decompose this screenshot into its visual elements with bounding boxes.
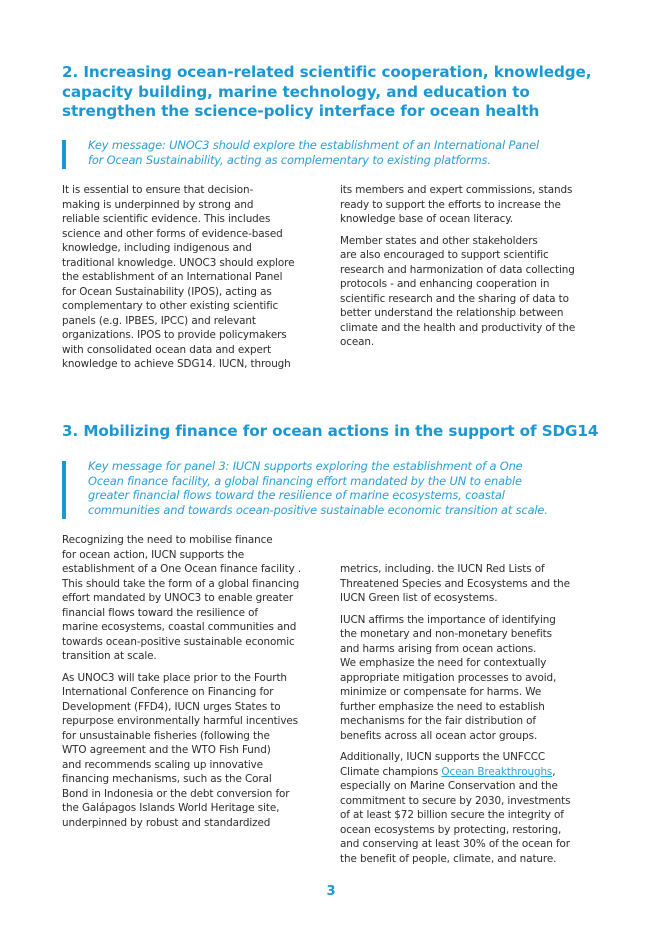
- text-line: with consolidated ocean data and expert: [62, 343, 271, 356]
- quote-bar: [62, 140, 66, 169]
- text-line: for Ocean Sustainability (IPOS), acting as: [62, 285, 272, 298]
- text-line: As UNOC3 will take place prior to the Fourth: [62, 671, 287, 684]
- text-line: protocols - and enhancing cooperation in: [340, 278, 550, 290]
- text-line: the monetary and non-monetary benefits: [340, 628, 552, 640]
- text-line: reliable scientific evidence. This includes: [62, 213, 271, 225]
- text-line: complementary to other existing scientific: [62, 300, 279, 312]
- text-line: knowledge, including indigenous and: [62, 242, 252, 254]
- text-line: 3. Mobilizing finance for ocean actions in the support of SDG14: [62, 422, 599, 440]
- text-segment: ,: [552, 765, 556, 778]
- text-line: traditional knowledge. UNOC3 should explore: [62, 256, 295, 269]
- text-line: its members and expert commissions, stands: [340, 184, 573, 196]
- text-line: Member states and other stakeholders: [340, 234, 538, 247]
- text-line: We emphasize the need for contextually: [340, 657, 547, 669]
- text-line: science and other forms of evidence-based: [62, 227, 283, 240]
- text-line: IUCN affirms the importance of identifying: [340, 613, 556, 626]
- text-line: ready to support the efforts to increase the: [340, 198, 561, 211]
- text-line: strengthen the science-policy interface for ocean health: [62, 102, 540, 120]
- text-line: IUCN Green list of ecosystems.: [340, 592, 498, 604]
- text-line: for ocean action, IUCN supports the: [62, 548, 245, 561]
- section-3-key-message: [62, 459, 622, 517]
- text-line: research and harmonization of data collecting: [340, 263, 575, 276]
- text-line: It is essential to ensure that decision-: [62, 184, 254, 196]
- paragraph: [62, 671, 334, 831]
- text-line: underpinned by robust and standardized: [62, 816, 271, 829]
- paragraph: [340, 613, 612, 744]
- key-message-text: [88, 138, 622, 167]
- text-line: of at least $72 billion secure the integrity of: [340, 809, 564, 821]
- text-line: further emphasize the need to establish: [340, 700, 545, 713]
- paragraph: [340, 234, 612, 350]
- text-line: 2. Increasing ocean-related scientific cooperation, knowledge,: [62, 63, 592, 81]
- text-line: greater financial flows toward the resilience of marine ecosystems, coastal: [88, 488, 505, 502]
- section-2-right-column: [340, 183, 612, 357]
- text-line: and harms arising from ocean actions.: [340, 642, 537, 655]
- text-line: for Ocean Sustainability, acting as complementary to existing platforms.: [88, 152, 491, 167]
- text-line: repurpose environmentally harmful incentives: [62, 715, 298, 727]
- text-line: Ocean finance facility, a global financing effort mandated by the UN to enable: [88, 473, 522, 488]
- text-line: This should take the form of a global financing: [62, 577, 300, 590]
- paragraph: [340, 183, 612, 227]
- text-line: establishment of a One Ocean finance facility .: [62, 563, 302, 575]
- text-line: climate and the health and productivity of the: [340, 321, 576, 334]
- text-line: ocean.: [340, 336, 375, 348]
- text-line: and conserving at least 30% of the ocean for: [340, 838, 570, 850]
- key-message-text: [88, 459, 622, 517]
- text-line: Key message: UNOC3 should explore the establishment of an International Panel: [88, 138, 539, 152]
- text-line: organizations. IPOS to provide policymakers: [62, 329, 287, 341]
- section-3-heading: [62, 422, 622, 442]
- text-line: are also encouraged to support scientific: [340, 249, 549, 261]
- text-line: scientific research and the sharing of data to: [340, 292, 569, 305]
- text-line: communities and towards ocean-positive sustainable economic transition at scale.: [88, 502, 548, 517]
- text-segment: Climate champions: [340, 765, 442, 778]
- paragraph: [340, 562, 612, 606]
- text-line: ocean ecosystems by protecting, restoring,: [340, 823, 562, 836]
- text-line: marine ecosystems, coastal communities and: [62, 621, 297, 633]
- text-line: knowledge to achieve SDG14. IUCN, through: [62, 358, 291, 370]
- text-line: WTO agreement and the WTO Fish Fund): [62, 744, 271, 756]
- quote-bar: [62, 461, 66, 519]
- text-line: Bond in Indonesia or the debt conversion for: [62, 787, 290, 800]
- text-line: for unsustainable fisheries (following the: [62, 729, 270, 742]
- text-line: International Conference on Financing for: [62, 686, 274, 698]
- text-line: financial flows toward the resilience of: [62, 606, 258, 619]
- text-line: knowledge base of ocean literacy.: [340, 213, 513, 225]
- text-line: capacity building, marine technology, and education to: [62, 82, 530, 101]
- section-3-right-column: [340, 562, 612, 873]
- text-line: benefits across all ocean actor groups.: [340, 729, 538, 742]
- text-line: better understand the relationship between: [340, 307, 564, 319]
- paragraph: [62, 533, 334, 664]
- text-line: especially on Marine Conservation and the: [340, 780, 558, 792]
- text-line: minimize or compensate for harms. We: [340, 686, 542, 698]
- text-line: mechanisms for the fair distribution of: [340, 715, 536, 727]
- section-2-key-message: [62, 138, 622, 167]
- text-line: and recommends scaling up innovative: [62, 758, 263, 771]
- section-3-left-column: [62, 533, 334, 837]
- text-line: panels (e.g. IPBES, IPCC) and relevant: [62, 314, 256, 327]
- ocean-breakthroughs-link[interactable]: Ocean Breakthroughs: [441, 765, 553, 778]
- text-line: transition at scale.: [62, 650, 157, 662]
- text-line: metrics, including. the IUCN Red Lists of: [340, 563, 545, 575]
- paragraph: [62, 183, 334, 372]
- text-line: effort mandated by UNOC3 to enable greater: [62, 592, 294, 604]
- text-line: the establishment of an International Panel: [62, 271, 283, 283]
- text-line: appropriate mitigation processes to avoid,: [340, 671, 557, 684]
- text-line: the Galápagos Islands World Heritage site,: [62, 802, 280, 814]
- text-line: Additionally, IUCN supports the UNFCCC: [340, 751, 546, 763]
- page-number: 3: [326, 884, 336, 899]
- text-line: financing mechanisms, such as the Coral: [62, 773, 272, 785]
- text-line: making is underpinned by strong and: [62, 198, 254, 211]
- text-line: [340, 765, 612, 780]
- text-line: Development (FFD4), IUCN urges States to: [62, 700, 281, 713]
- text-line: the benefit of people, climate, and nature.: [340, 852, 557, 865]
- text-line: towards ocean-positive sustainable economic: [62, 635, 295, 648]
- text-line: Key message for panel 3: IUCN supports exploring the establishment of a One: [88, 459, 523, 473]
- text-line: Threatened Species and Ecosystems and the: [340, 577, 570, 590]
- section-2-heading: [62, 63, 622, 122]
- text-line: commitment to secure by 2030, investments: [340, 794, 571, 807]
- text-line: Recognizing the need to mobilise finance: [62, 534, 273, 546]
- section-2-left-column: [62, 183, 334, 379]
- paragraph: [340, 750, 612, 866]
